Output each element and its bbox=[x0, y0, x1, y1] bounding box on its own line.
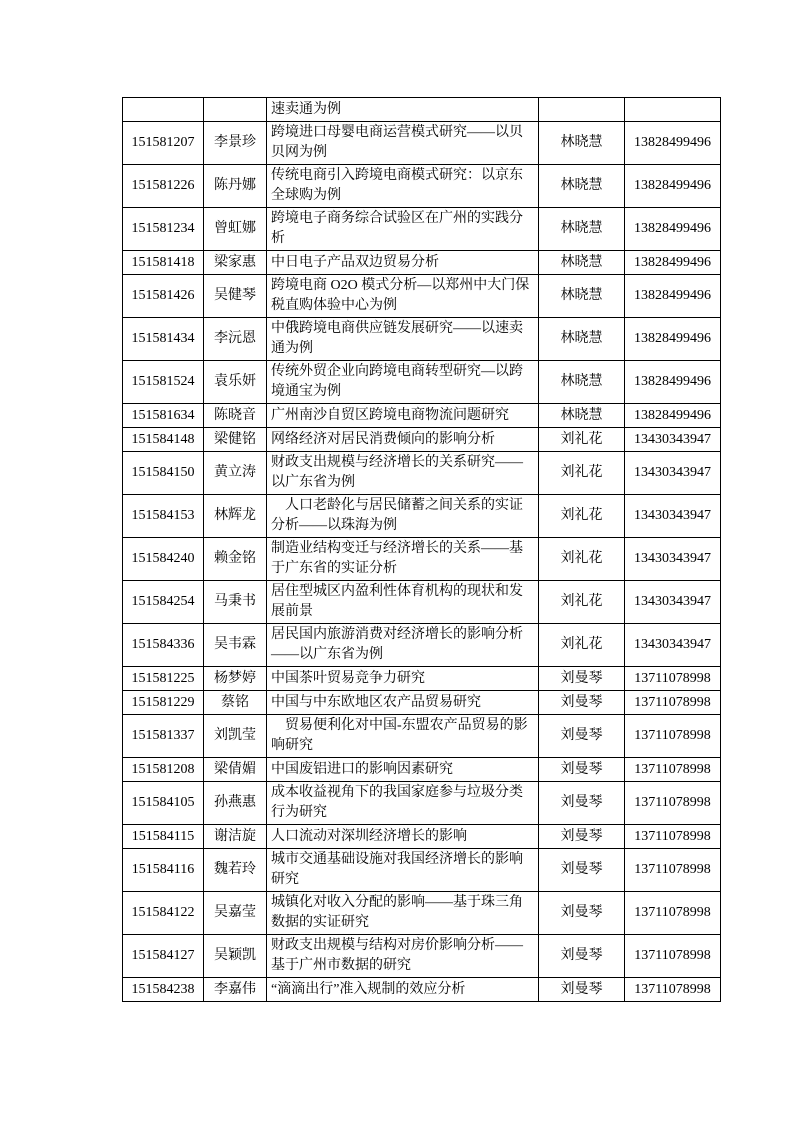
student-id-cell: 151584254 bbox=[123, 581, 204, 624]
table-row bbox=[123, 667, 721, 691]
advisor-cell: 林晓慧 bbox=[539, 251, 625, 275]
student-id-cell: 151584127 bbox=[123, 935, 204, 978]
table-row bbox=[123, 428, 721, 452]
table-row bbox=[123, 624, 721, 667]
advisor-cell: 林晓慧 bbox=[539, 275, 625, 318]
title-cell: 中国废铝进口的影响因素研究 bbox=[267, 758, 539, 782]
phone-cell bbox=[625, 98, 721, 122]
advisor-cell: 林晓慧 bbox=[539, 361, 625, 404]
title-cell: 人口流动对深圳经济增长的影响 bbox=[267, 825, 539, 849]
name-cell: 梁倩媚 bbox=[204, 758, 267, 782]
phone-cell: 13828499496 bbox=[625, 208, 721, 251]
advisor-cell: 刘曼琴 bbox=[539, 667, 625, 691]
name-cell: 梁健铭 bbox=[204, 428, 267, 452]
table-row bbox=[123, 935, 721, 978]
table-row bbox=[123, 122, 721, 165]
advisor-cell: 刘曼琴 bbox=[539, 782, 625, 825]
advisor-cell: 刘曼琴 bbox=[539, 825, 625, 849]
student-id-cell: 151584153 bbox=[123, 495, 204, 538]
phone-cell: 13711078998 bbox=[625, 758, 721, 782]
title-cell: 网络经济对居民消费倾向的影响分析 bbox=[267, 428, 539, 452]
table-row bbox=[123, 715, 721, 758]
name-cell bbox=[204, 98, 267, 122]
student-id-cell bbox=[123, 98, 204, 122]
phone-cell: 13711078998 bbox=[625, 825, 721, 849]
table-row bbox=[123, 98, 721, 122]
name-cell: 赖金铭 bbox=[204, 538, 267, 581]
phone-cell: 13828499496 bbox=[625, 275, 721, 318]
name-cell: 马秉书 bbox=[204, 581, 267, 624]
advisor-cell: 刘礼花 bbox=[539, 452, 625, 495]
title-cell: 跨境电子商务综合试验区在广州的实践分析 bbox=[267, 208, 539, 251]
advisor-cell: 刘礼花 bbox=[539, 581, 625, 624]
phone-cell: 13430343947 bbox=[625, 428, 721, 452]
name-cell: 李景珍 bbox=[204, 122, 267, 165]
name-cell: 袁乐妍 bbox=[204, 361, 267, 404]
advisor-cell: 刘曼琴 bbox=[539, 892, 625, 935]
advisor-cell: 刘曼琴 bbox=[539, 758, 625, 782]
title-cell: “滴滴出行”准入规制的效应分析 bbox=[267, 978, 539, 1002]
name-cell: 林辉龙 bbox=[204, 495, 267, 538]
name-cell: 陈丹娜 bbox=[204, 165, 267, 208]
title-cell: 居民国内旅游消费对经济增长的影响分析——以广东省为例 bbox=[267, 624, 539, 667]
student-id-cell: 151581234 bbox=[123, 208, 204, 251]
table-row bbox=[123, 165, 721, 208]
phone-cell: 13430343947 bbox=[625, 581, 721, 624]
student-id-cell: 151581426 bbox=[123, 275, 204, 318]
advisor-cell: 林晓慧 bbox=[539, 208, 625, 251]
table-row bbox=[123, 758, 721, 782]
name-cell: 曾虹娜 bbox=[204, 208, 267, 251]
advisor-cell: 刘曼琴 bbox=[539, 691, 625, 715]
thesis-assignment-table bbox=[122, 97, 721, 1002]
name-cell: 吴颖凯 bbox=[204, 935, 267, 978]
phone-cell: 13711078998 bbox=[625, 667, 721, 691]
phone-cell: 13828499496 bbox=[625, 251, 721, 275]
student-id-cell: 151584336 bbox=[123, 624, 204, 667]
student-id-cell: 151581524 bbox=[123, 361, 204, 404]
phone-cell: 13711078998 bbox=[625, 691, 721, 715]
table-row bbox=[123, 361, 721, 404]
phone-cell: 13711078998 bbox=[625, 892, 721, 935]
student-id-cell: 151584240 bbox=[123, 538, 204, 581]
phone-cell: 13430343947 bbox=[625, 452, 721, 495]
title-cell: 中俄跨境电商供应链发展研究——以速卖通为例 bbox=[267, 318, 539, 361]
advisor-cell: 林晓慧 bbox=[539, 318, 625, 361]
title-cell: 中国茶叶贸易竞争力研究 bbox=[267, 667, 539, 691]
title-cell: 传统外贸企业向跨境电商转型研究—以跨境通宝为例 bbox=[267, 361, 539, 404]
advisor-cell: 刘曼琴 bbox=[539, 849, 625, 892]
student-id-cell: 151584116 bbox=[123, 849, 204, 892]
name-cell: 魏若玲 bbox=[204, 849, 267, 892]
table-row bbox=[123, 782, 721, 825]
student-id-cell: 151584122 bbox=[123, 892, 204, 935]
title-cell: 制造业结构变迁与经济增长的关系——基于广东省的实证分析 bbox=[267, 538, 539, 581]
phone-cell: 13828499496 bbox=[625, 122, 721, 165]
name-cell: 黄立涛 bbox=[204, 452, 267, 495]
title-cell: 财政支出规模与经济增长的关系研究——以广东省为例 bbox=[267, 452, 539, 495]
advisor-cell bbox=[539, 98, 625, 122]
phone-cell: 13828499496 bbox=[625, 318, 721, 361]
table-row bbox=[123, 318, 721, 361]
advisor-cell: 刘礼花 bbox=[539, 495, 625, 538]
table-row bbox=[123, 275, 721, 318]
table-row bbox=[123, 251, 721, 275]
title-cell: 广州南沙自贸区跨境电商物流问题研究 bbox=[267, 404, 539, 428]
name-cell: 李嘉伟 bbox=[204, 978, 267, 1002]
advisor-cell: 林晓慧 bbox=[539, 404, 625, 428]
title-cell: 财政支出规模与结构对房价影响分析——基于广州市数据的研究 bbox=[267, 935, 539, 978]
table-row bbox=[123, 691, 721, 715]
table-row bbox=[123, 849, 721, 892]
student-id-cell: 151581229 bbox=[123, 691, 204, 715]
name-cell: 梁家惠 bbox=[204, 251, 267, 275]
advisor-cell: 刘曼琴 bbox=[539, 978, 625, 1002]
name-cell: 吴健琴 bbox=[204, 275, 267, 318]
title-cell: 成本收益视角下的我国家庭参与垃圾分类行为研究 bbox=[267, 782, 539, 825]
name-cell: 吴嘉莹 bbox=[204, 892, 267, 935]
phone-cell: 13828499496 bbox=[625, 361, 721, 404]
title-cell: 中日电子产品双边贸易分析 bbox=[267, 251, 539, 275]
table-row bbox=[123, 495, 721, 538]
name-cell: 谢洁旋 bbox=[204, 825, 267, 849]
title-cell: 传统电商引入跨境电商模式研究：以京东全球购为例 bbox=[267, 165, 539, 208]
table-row bbox=[123, 978, 721, 1002]
phone-cell: 13828499496 bbox=[625, 165, 721, 208]
student-id-cell: 151581418 bbox=[123, 251, 204, 275]
phone-cell: 13430343947 bbox=[625, 624, 721, 667]
table-row bbox=[123, 452, 721, 495]
student-id-cell: 151584150 bbox=[123, 452, 204, 495]
phone-cell: 13430343947 bbox=[625, 495, 721, 538]
advisor-cell: 林晓慧 bbox=[539, 165, 625, 208]
student-id-cell: 151584238 bbox=[123, 978, 204, 1002]
title-cell: 跨境进口母婴电商运营模式研究——以贝贝网为例 bbox=[267, 122, 539, 165]
name-cell: 刘凯莹 bbox=[204, 715, 267, 758]
student-id-cell: 151581634 bbox=[123, 404, 204, 428]
title-cell: 城镇化对收入分配的影响——基于珠三角数据的实证研究 bbox=[267, 892, 539, 935]
thesis-table-body bbox=[123, 98, 721, 1002]
title-cell: 贸易便利化对中国-东盟农产品贸易的影响研究 bbox=[267, 715, 539, 758]
phone-cell: 13711078998 bbox=[625, 935, 721, 978]
name-cell: 蔡铭 bbox=[204, 691, 267, 715]
student-id-cell: 151581207 bbox=[123, 122, 204, 165]
table-row bbox=[123, 825, 721, 849]
table-row bbox=[123, 208, 721, 251]
student-id-cell: 151581226 bbox=[123, 165, 204, 208]
student-id-cell: 151581208 bbox=[123, 758, 204, 782]
student-id-cell: 151584115 bbox=[123, 825, 204, 849]
phone-cell: 13711078998 bbox=[625, 849, 721, 892]
name-cell: 吴韦霖 bbox=[204, 624, 267, 667]
title-cell: 城市交通基础设施对我国经济增长的影响研究 bbox=[267, 849, 539, 892]
phone-cell: 13430343947 bbox=[625, 538, 721, 581]
name-cell: 李沅恩 bbox=[204, 318, 267, 361]
title-cell: 人口老龄化与居民储蓄之间关系的实证分析——以珠海为例 bbox=[267, 495, 539, 538]
title-cell: 中国与中东欧地区农产品贸易研究 bbox=[267, 691, 539, 715]
title-cell: 跨境电商 O2O 模式分析—以郑州中大门保税直购体验中心为例 bbox=[267, 275, 539, 318]
student-id-cell: 151584148 bbox=[123, 428, 204, 452]
name-cell: 杨梦婷 bbox=[204, 667, 267, 691]
phone-cell: 13711078998 bbox=[625, 782, 721, 825]
title-cell: 速卖通为例 bbox=[267, 98, 539, 122]
name-cell: 陈晓音 bbox=[204, 404, 267, 428]
table-row bbox=[123, 581, 721, 624]
table-row bbox=[123, 892, 721, 935]
student-id-cell: 151584105 bbox=[123, 782, 204, 825]
advisor-cell: 刘礼花 bbox=[539, 538, 625, 581]
table-row bbox=[123, 538, 721, 581]
title-cell: 居住型城区内盈利性体育机构的现状和发展前景 bbox=[267, 581, 539, 624]
advisor-cell: 刘礼花 bbox=[539, 624, 625, 667]
advisor-cell: 林晓慧 bbox=[539, 122, 625, 165]
advisor-cell: 刘曼琴 bbox=[539, 935, 625, 978]
name-cell: 孙燕惠 bbox=[204, 782, 267, 825]
advisor-cell: 刘礼花 bbox=[539, 428, 625, 452]
student-id-cell: 151581434 bbox=[123, 318, 204, 361]
student-id-cell: 151581337 bbox=[123, 715, 204, 758]
student-id-cell: 151581225 bbox=[123, 667, 204, 691]
phone-cell: 13828499496 bbox=[625, 404, 721, 428]
table-row bbox=[123, 404, 721, 428]
phone-cell: 13711078998 bbox=[625, 715, 721, 758]
advisor-cell: 刘曼琴 bbox=[539, 715, 625, 758]
phone-cell: 13711078998 bbox=[625, 978, 721, 1002]
